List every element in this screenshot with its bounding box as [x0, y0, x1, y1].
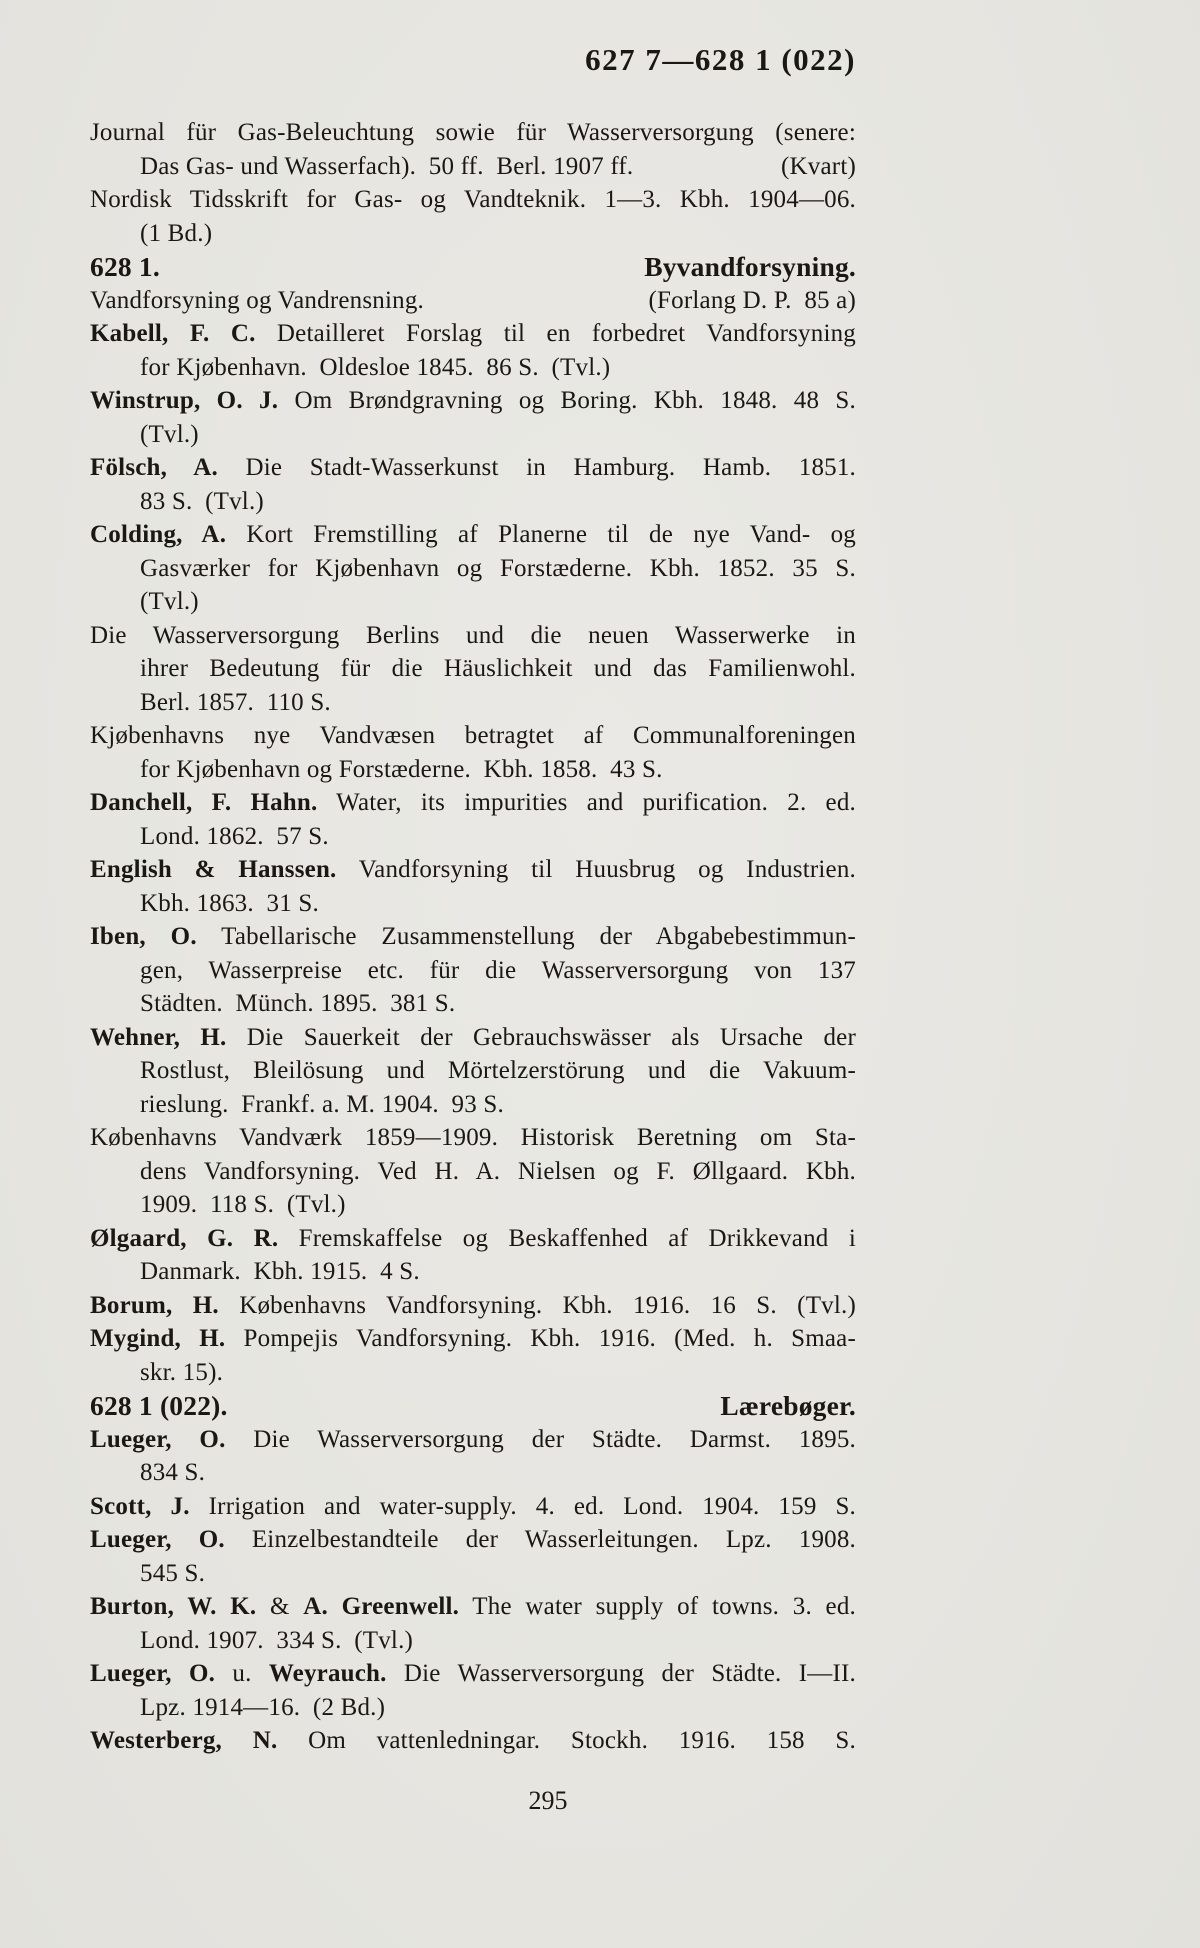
entry-text: for Kjøbenhavn. Oldesloe 1845. 86 S. (Tvl.): [140, 353, 611, 381]
bib-line-text: [140, 756, 663, 783]
bib-line-text: [90, 1660, 856, 1687]
page-header-classification: 627 7—628 1 (022): [585, 42, 856, 77]
bib-line: [90, 116, 856, 150]
bib-line-text: [140, 1560, 205, 1587]
bib-line: [90, 853, 856, 887]
entry-text: Lond. 1907. 334 S. (Tvl.): [140, 1626, 414, 1654]
bib-line: [90, 1590, 856, 1624]
entry-text: Die Wasserversorgung Berlins und die neuen Wasserwerke in: [90, 621, 856, 649]
bib-line: [90, 250, 856, 284]
bib-line: [90, 1624, 856, 1658]
entry-text: Vandforsyning og Vandrensning.: [90, 286, 424, 314]
bib-line-text: [90, 1325, 856, 1352]
bib-line: [90, 317, 856, 351]
author-name: Lueger, O.: [90, 1526, 225, 1553]
author-name: Westerberg, N.: [90, 1727, 278, 1754]
bib-line: [90, 1557, 856, 1591]
entry-text: ihrer Bedeutung für die Häuslichkeit und das Familienwohl.: [140, 655, 856, 682]
bib-line: [90, 485, 856, 519]
bib-line-text: [90, 1225, 856, 1252]
bib-line-text: [90, 284, 424, 318]
entry-text: &: [256, 1593, 304, 1620]
entry-text: 1909. 118 S. (Tvl.): [140, 1191, 346, 1218]
author-name: Weyrauch.: [268, 1660, 387, 1687]
entry-text: Københavns Vandforsyning. Kbh. 1916. 16 S. (Tvl.): [218, 1291, 856, 1319]
bibliography-list: [90, 116, 856, 1758]
bib-line: [90, 1155, 856, 1189]
bib-line: [90, 351, 856, 385]
bib-line: [90, 954, 856, 988]
bib-line: [90, 418, 856, 452]
entry-text: Rostlust, Bleilösung und Mörtelzerstörung und die Vakuum-: [140, 1057, 856, 1084]
bib-line-text: [90, 1727, 856, 1754]
bib-line-text: [140, 421, 199, 448]
bib-line-text: [90, 622, 856, 649]
bib-line-text: [90, 250, 160, 284]
bib-line-text: [140, 823, 329, 850]
entry-text: Københavns Vandværk 1859—1909. Historisk Beretning om Sta-: [90, 1124, 856, 1151]
bib-line-text: [90, 856, 856, 883]
bib-line: [90, 1289, 856, 1323]
bib-line-text: [140, 1258, 420, 1285]
bib-line: [90, 1255, 856, 1289]
bib-line: [90, 719, 856, 753]
author-name: Fölsch, A.: [90, 454, 218, 481]
line-right-text: (Kvart): [781, 152, 856, 180]
entry-text: Gasværker for Kjøbenhavn og Forstæderne. Kbh. 1852. 35 S.: [140, 554, 856, 582]
bib-line: [90, 384, 856, 418]
bib-line-text: [90, 1389, 228, 1423]
bib-line-text: [90, 1024, 856, 1051]
entry-text: Irrigation and water-supply. 4. ed. Lond. 1904. 159 S.: [189, 1492, 857, 1520]
author-name: Mygind, H.: [90, 1325, 226, 1352]
author-name: Colding, A.: [90, 521, 227, 548]
bib-line-text: [140, 220, 212, 247]
bib-line: [90, 1188, 856, 1222]
bib-line: [90, 150, 856, 184]
author-name: Borum, H.: [90, 1291, 219, 1319]
bib-line-text: [140, 488, 264, 515]
bib-line: [90, 1222, 856, 1256]
entry-text: Berl. 1857. 110 S.: [140, 688, 331, 716]
entry-text: Die Wasserversorgung der Städte. I—II.: [386, 1660, 856, 1687]
bib-line-text: [140, 1359, 223, 1386]
entry-text: 834 S.: [140, 1459, 206, 1486]
author-name: Scott, J.: [90, 1492, 190, 1520]
entry-text: Om vattenledningar. Stockh. 1916. 158 S.: [277, 1727, 856, 1754]
bib-line: [90, 284, 856, 318]
bib-line-text: [90, 1593, 856, 1620]
entry-text: dens Vandforsyning. Ved H. A. Nielsen og F. Øllgaard. Kbh.: [140, 1157, 856, 1185]
entry-text: Lond. 1862. 57 S.: [140, 822, 329, 850]
bib-line-text: [90, 1292, 856, 1319]
entry-text: Om Brøndgravning og Boring. Kbh. 1848. 48 S.: [278, 387, 856, 414]
bib-line: [90, 183, 856, 217]
entry-text: 545 S.: [140, 1559, 206, 1587]
author-name: Danchell, F. Hahn.: [90, 789, 318, 816]
entry-text: Fremskaffelse og Beskaffenhed af Drikkevand i: [278, 1224, 856, 1252]
entry-text: Die Sauerkeit der Gebrauchswässer als Ursache der: [226, 1023, 856, 1051]
bib-line: [90, 1054, 856, 1088]
entry-text: Pompejis Vandforsyning. Kbh. 1916. (Med. h. Smaa-: [225, 1325, 856, 1352]
bib-line-text: [90, 1493, 856, 1520]
author-name: Iben, O.: [90, 923, 197, 950]
bib-line: [90, 1088, 856, 1122]
bib-line-text: [90, 320, 856, 347]
bib-line: [90, 1356, 856, 1390]
bib-line-text: [140, 1191, 346, 1218]
bib-line: [90, 1121, 856, 1155]
bib-line: [90, 1691, 856, 1725]
bib-line-text: [140, 150, 633, 184]
entry-text: Danmark. Kbh. 1915. 4 S.: [140, 1258, 420, 1285]
bib-line: [90, 1021, 856, 1055]
entry-text: skr. 15).: [140, 1358, 224, 1386]
entry-text: Kjøbenhavns nye Vandvæsen betragtet af Communalforeningen: [90, 722, 856, 749]
bib-line: [90, 1456, 856, 1490]
author-name: Kabell, F. C.: [90, 320, 256, 347]
bib-line-text: [140, 689, 331, 716]
entry-text: (Tvl.): [140, 588, 199, 615]
bib-line: [90, 1657, 856, 1691]
bib-line: [90, 987, 856, 1021]
entry-text: Kbh. 1863. 31 S.: [140, 889, 319, 917]
entry-text: The water supply of towns. 3. ed.: [459, 1593, 857, 1620]
bib-line-text: [90, 387, 856, 414]
bib-line: [90, 887, 856, 921]
author-name: Winstrup, O. J.: [90, 387, 279, 414]
bib-line-text: [90, 923, 856, 950]
bib-line: [90, 1389, 856, 1423]
bib-line: [90, 585, 856, 619]
bib-line-text: [90, 789, 856, 816]
bib-line-text: [140, 1158, 856, 1185]
bib-line: [90, 518, 856, 552]
bib-line-text: [140, 1627, 413, 1654]
entry-text: Detailleret Forslag til en forbedret Vandforsyning: [255, 320, 857, 347]
author-name: Wehner, H.: [90, 1023, 227, 1051]
bib-line: [90, 619, 856, 653]
entry-text: (Tvl.): [140, 420, 199, 448]
bib-line-text: [140, 990, 455, 1017]
bib-line: [90, 1423, 856, 1457]
bib-line-text: [140, 555, 856, 582]
bib-line-text: [90, 1526, 856, 1553]
bib-line-text: [90, 1124, 856, 1151]
line-right-text: Byvandforsyning.: [644, 251, 856, 282]
entry-text: Städten. Münch. 1895. 381 S.: [140, 990, 456, 1017]
bib-line-text: [140, 1459, 205, 1486]
author-name: A. Greenwell.: [303, 1593, 460, 1620]
entry-text: Die Stadt-Wasserkunst in Hamburg. Hamb. 1851.: [217, 454, 856, 481]
bib-line: [90, 920, 856, 954]
bib-line: [90, 1490, 856, 1524]
bib-line: [90, 820, 856, 854]
bib-line-text: [140, 354, 610, 381]
bib-line: [90, 217, 856, 251]
author-name: 628 1.: [90, 251, 160, 282]
author-name: Lueger, O.: [90, 1660, 216, 1687]
entry-text: Die Wasserversorgung der Städte. Darmst. 1895.: [225, 1425, 856, 1453]
bib-line-text: [140, 655, 856, 682]
bib-line: [90, 786, 856, 820]
bib-line: [90, 1322, 856, 1356]
bib-line: [90, 1724, 856, 1758]
entry-text: Journal für Gas-Beleuchtung sowie für Wasserversorgung (senere:: [90, 119, 856, 146]
entry-text: Water, its impurities and purification. 2. ed.: [317, 789, 856, 816]
line-right-text: (Forlang D. P. 85 a): [648, 286, 856, 314]
author-name: English & Hanssen.: [90, 856, 337, 883]
entry-text: (1 Bd.): [140, 219, 213, 247]
bib-line-text: [140, 957, 856, 984]
author-name: Burton, W. K.: [90, 1593, 257, 1620]
bib-line: [90, 686, 856, 720]
entry-text: Vandforsyning til Huusbrug og Industrien.: [336, 856, 856, 883]
entry-text: Kort Fremstilling af Planerne til de nye Vand- og: [226, 521, 856, 548]
entry-text: Tabellarische Zusammenstellung der Abgabebestimmun-: [196, 923, 856, 950]
bib-line-text: [90, 119, 856, 146]
bib-line-text: [90, 521, 856, 548]
entry-text: gen, Wasserpreise etc. für die Wasserversorgung von 137: [140, 956, 856, 984]
bib-line: [90, 451, 856, 485]
bib-line-text: [140, 1057, 856, 1084]
author-name: Lueger, O.: [90, 1425, 226, 1453]
bib-line-text: [140, 890, 319, 917]
page-number: 295: [528, 1786, 568, 1815]
bib-line: [90, 552, 856, 586]
entry-text: rieslung. Frankf. a. M. 1904. 93 S.: [140, 1090, 504, 1118]
line-right-text: Lærebøger.: [720, 1390, 856, 1421]
bib-line: [90, 1523, 856, 1557]
bib-line-text: [90, 1426, 856, 1453]
bib-line: [90, 652, 856, 686]
bib-line-text: [90, 186, 856, 213]
bib-line-text: [90, 454, 856, 481]
entry-text: 83 S. (Tvl.): [140, 487, 264, 515]
bib-line-text: [140, 1694, 385, 1721]
bib-line: [90, 753, 856, 787]
author-name: Ølgaard, G. R.: [90, 1224, 279, 1252]
bib-line-text: [140, 588, 199, 615]
author-name: 628 1 (022).: [90, 1390, 228, 1421]
entry-text: for Kjøbenhavn og Forstæderne. Kbh. 1858. 43 S.: [140, 755, 663, 783]
entry-text: Einzelbestandteile der Wasserleitungen. Lpz. 1908.: [224, 1526, 856, 1553]
entry-text: Lpz. 1914—16. (2 Bd.): [140, 1693, 386, 1721]
entry-text: Das Gas- und Wasserfach). 50 ff. Berl. 1907 ff.: [140, 152, 634, 180]
bib-line-text: [140, 1091, 504, 1118]
entry-text: u.: [215, 1660, 269, 1687]
bib-line-text: [90, 722, 856, 749]
entry-text: Nordisk Tidsskrift for Gas- og Vandteknik. 1—3. Kbh. 1904—06.: [90, 186, 856, 213]
